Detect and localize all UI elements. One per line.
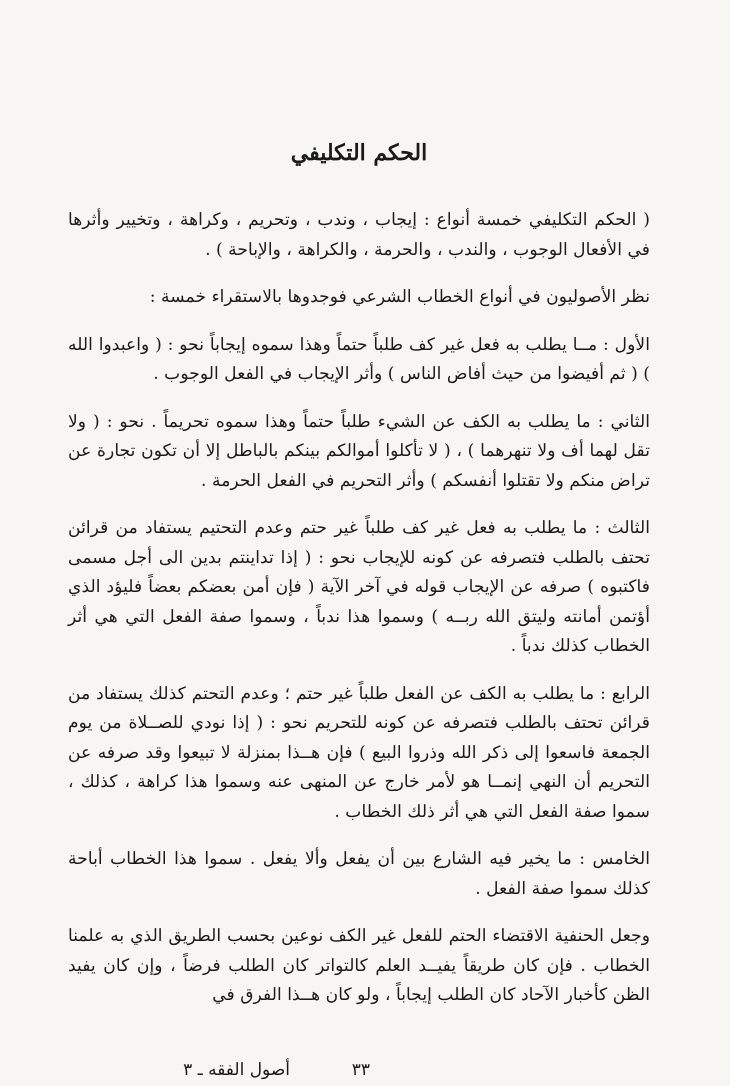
paragraph-fifth: الخامس : ما يخير فيه الشارع بين أن يفعل وألا يفعل . سموا هذا الخطاب أباحة كذلك سموا صفة الفعل . [68, 849, 650, 899]
page-number: ٣٣ [351, 1060, 370, 1080]
paragraph-third: الثالث : ما يطلب به فعل غير كف طلباً غير حتم وعدم التحتيم يستفاد من قرائن تحتف بالطلب فتصرفه عن كونه للإيجاب نحو : ( إذا تداينتم بدين الى أجل مسمى فاكتبوه ) صرفه عن الإيجاب قوله في آخر الآية ( فإن أمن بعضكم بعضاً فليؤد الذي أؤتمن أمانته وليتق الله ربــه ) وسموا هذا ندباً ، وسموا صفة الفعل التي هي أثر الخطاب كذلك ندباً . [68, 518, 650, 656]
paragraph-overview: نظر الأصوليون في أنواع الخطاب الشرعي فوجدوها بالاستقراء خمسة : [149, 287, 650, 307]
footer-book-title: أصول الفقه ـ ٣ [183, 1060, 290, 1080]
paragraph-second: الثاني : ما يطلب به الكف عن الشيء طلباً حتماً وهذا سموه تحريماً . نحو : ( ولا تقل لهما أف ولا تنهرهما ) ، ( لا تأكلوا أموالكم بينكم بالباطل إلا أن تكون تجارة عن تراض منكم ولا تقتلوا أنفسكم ) وأثر التحريم في الفعل الحرمة . [68, 411, 650, 491]
chapter-title: الحكم التكليفي [290, 140, 428, 166]
paragraph-fourth: الرابع : ما يطلب به الكف عن الفعل طلباً غير حتم ؛ وعدم التحتم كذلك يستفاد من قرائن تحتف بالطلب فتصرفه عن كونه للتحريم نحو : ( إذا نودي للصــلاة من يوم الجمعة فاسعوا إلى ذكر الله وذروا البيع ) فإن هــذا بمنزلة لا تبيعوا وقد صرفه عن التحريم أن النهي إنمــا هو لأمر خارج عن المنهى عنه وسموا هذا كراهة ، كذلك ، سموا صفة الفعل التي هي أثر ذلك الخطاب . [68, 683, 650, 822]
paragraph-hanafi: وجعل الحنفية الاقتضاء الحتم للفعل غير الكف نوعين بحسب الطريق الذي به علمنا الخطاب . فإن كان طريقاً يفيــد العلم كالتواتر كان الطلب فرضاً ، وإن كان يفيد الظن كأخبار الآحاد كان الطلب إيجاباً ، ولو كان هــذا الفرق في [68, 926, 650, 1005]
page-footer [68, 1060, 650, 1086]
paragraph-intro: ( الحكم التكليفي خمسة أنواع : إيجاب ، وندب ، وتحريم ، وكراهة ، وتخيير وأثرها في الأفعال الوجوب ، والندب ، والحرمة ، والكراهة ، والإباحة ) . [68, 210, 650, 260]
paragraph-first: الأول : مــا يطلب به فعل غير كف طلباً حتماً وهذا سموه إيجاباً نحو : ( واعبدوا الله ) ( ثم أفيضوا من حيث أفاض الناس ) وأثر الإيجاب في الفعل الوجوب . [68, 334, 650, 384]
